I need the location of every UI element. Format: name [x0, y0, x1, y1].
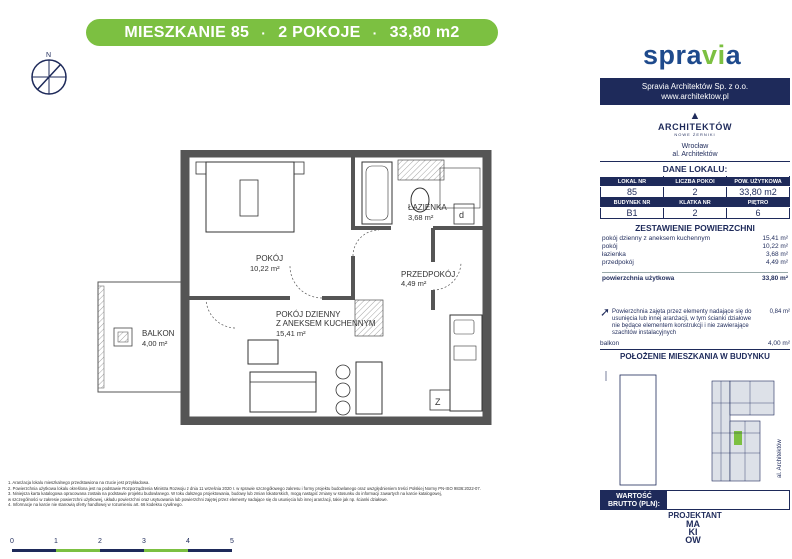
spravia-logo: spravia [643, 40, 742, 70]
total-area-row: powierzchnia użytkowa 33,80 m² [602, 272, 788, 283]
area-row: pokój dzienny z aneksem kuchennym 15,41 m² [602, 235, 788, 242]
footnote: 1. Aranżacja lokalu mieszkalnego przedstawiona na rzucie jest przykładowa. [8, 480, 150, 485]
table-cell: B1 [601, 208, 664, 219]
area-row: łazienka 3,68 m² [602, 251, 788, 258]
site-plan [600, 363, 790, 488]
table-cell: 6 [727, 208, 790, 219]
location-title: POŁOŻENIE MIESZKANIA W BUDYNKU [620, 352, 770, 361]
triangle-icon: ▲ [689, 110, 701, 122]
header-rooms: 2 POKOJE [278, 23, 361, 41]
table-cell: 33,80 m2 [727, 187, 790, 198]
scale-label: 4 [186, 538, 190, 545]
room-area-lazienka: 3,68 m² [408, 213, 434, 222]
footnotes [8, 480, 600, 508]
table-header: LICZBA POKOI [664, 177, 727, 187]
removable-elements-note: ➚ Powierzchnia zajęta przez elementy nadające się do usunięcia lub innej aranżacji, w tym ścianki działowe nie będące elementem konstrukcji i nie zawierające szachtów instalacyjnych 0,84 m² [600, 305, 790, 336]
table-header: KLATKA NR [664, 198, 727, 208]
company-name: Spravia Architektów Sp. z o.o. [641, 82, 749, 91]
compass-icon [29, 48, 75, 98]
scale-label: 1 [54, 538, 58, 545]
scale-bar [10, 538, 240, 558]
table-header: POW. UŻYTKOWA [727, 177, 790, 187]
table-cell: 2 [664, 208, 727, 219]
unit-info-table [600, 176, 790, 219]
footnote: 3. Niniejsza karta katalogowa opracowana została na podstawie projektu budowlanego. W toku dalszego projektowania, budowy lub zmian lokatorskich, mogą nastąpić zmiany w stosunku do informacji zawartych na karcie katalogowej, [8, 491, 442, 496]
footnote: 2. Powierzchnia użytkowa lokalu określona jest na podstawie Rozporządzenia Ministra Rozwoju z dnia 11 września 2020 r. w sprawie szczegółowego zakresu i formy projektu budowlanego oraz uwzględnieniem treści Polskiej Normy PN-ISO 9836:2022-07. [8, 485, 481, 491]
floor-plan [90, 150, 590, 425]
room-area-pokoj: 10,22 m² [250, 264, 280, 273]
footnote: w szczególności w zakresie powierzchni użytkowej, układu powierzchni oraz usytuowania lub powierzchni zajętej przez elementy nadające się do usunięcia lub innej aranżacji, takie jak np. ścianki działowe. [8, 496, 388, 502]
area-row: pokój 10,22 m² [602, 243, 788, 250]
company-website: www.architektow.pl [661, 92, 729, 101]
room-area-przedpokoj: 4,49 m² [401, 279, 427, 288]
info-sidebar [600, 78, 790, 510]
balkon-row: balkon 4,00 m² [600, 340, 790, 350]
table-header: LOKAL NR [601, 177, 664, 187]
company-box [600, 78, 790, 105]
scale-label: 2 [98, 538, 102, 545]
area-row: przedpokój 4,49 m² [602, 259, 788, 266]
apartment-header [86, 19, 498, 46]
room-name-przedpokoj: PRZEDPOKÓJ [401, 270, 456, 279]
architektow-logo: ▲ ARCHITEKTÓW NOWE ŻERNIKI [600, 111, 790, 141]
washer-symbol: d [459, 210, 465, 220]
projektant-logo: MA KI OW [685, 519, 701, 545]
zestawienie-title: ZESTAWIENIE POWIERZCHNI [635, 223, 755, 233]
header-separator: · [261, 24, 267, 41]
table-cell: 85 [601, 187, 664, 198]
header-area: 33,80 m2 [389, 23, 460, 41]
room-area-dzienny: 15,41 m² [276, 329, 306, 338]
price-label: WARTOŚĆ BRUTTO (PLN): [601, 491, 667, 509]
table-cell: 2 [664, 187, 727, 198]
stove-symbol: Z [435, 397, 441, 407]
scale-label: 5 [230, 538, 234, 545]
room-name-dzienny-2: Z ANEKSEM KUCHENNYM [276, 319, 376, 328]
header-title: MIESZKANIE [124, 23, 227, 41]
projektant-label: PROJEKTANT [668, 511, 722, 520]
street-label: al. Architektów [777, 439, 783, 478]
address: Wrocław al. Architektów [600, 143, 790, 162]
room-name-balkon: BALKON [142, 329, 175, 338]
scale-label: 0 [10, 538, 14, 545]
header-number: 85 [230, 23, 250, 41]
arrow-icon: ➚ [600, 305, 611, 319]
footnote: 4. Informacje na karcie nie stanowią oferty handlowej w rozumieniu art. 66 kodeksu cywilnego. [8, 502, 183, 507]
area-list [600, 235, 790, 283]
room-name-dzienny-1: POKÓJ DZIENNY [276, 310, 341, 319]
compass-north-label: N [46, 52, 52, 59]
table-header: BUDYNEK NR [601, 198, 664, 208]
room-name-pokoj: POKÓJ [256, 254, 284, 263]
room-name-lazienka: ŁAZIENKA [408, 203, 447, 212]
scale-label: 3 [142, 538, 146, 545]
dane-title: DANE LOKALU: [662, 164, 728, 174]
table-header: PIĘTRO [727, 198, 790, 208]
header-separator: · [372, 24, 378, 41]
price-box [600, 490, 790, 510]
room-area-balkon: 4,00 m² [142, 339, 168, 348]
